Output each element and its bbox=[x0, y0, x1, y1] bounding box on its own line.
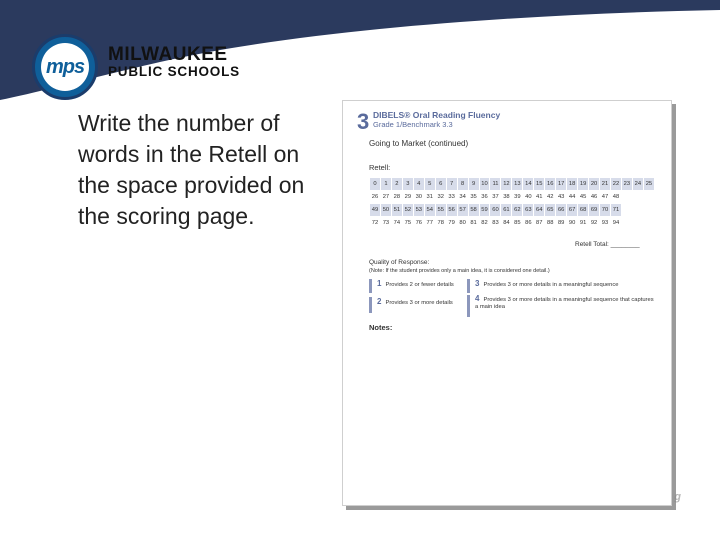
grid-cell: 61 bbox=[501, 204, 512, 217]
grid-row bbox=[370, 204, 655, 217]
grid-cell: 90 bbox=[567, 217, 578, 230]
quality-label: Quality of Response: bbox=[369, 259, 430, 266]
retell-label: Retell: bbox=[369, 163, 391, 172]
notes-label: Notes: bbox=[369, 323, 393, 332]
option-number: 4 bbox=[475, 294, 480, 303]
grid-cell: 77 bbox=[424, 217, 435, 230]
grid-cell: 31 bbox=[424, 191, 435, 204]
retell-total: Retell Total: ________ bbox=[575, 241, 640, 248]
grid-cell: 56 bbox=[446, 204, 457, 217]
grid-cell: 55 bbox=[435, 204, 446, 217]
grid-cell: 36 bbox=[479, 191, 490, 204]
grid-cell: 25 bbox=[643, 178, 654, 191]
grid-row bbox=[370, 191, 655, 204]
grid-cell: 0 bbox=[370, 178, 381, 191]
option-text: Provides 2 or fewer details bbox=[385, 282, 454, 288]
grid-cell: 92 bbox=[589, 217, 600, 230]
quality-note: (Note: If the student provides only a main idea, it is considered one detail.) bbox=[369, 268, 550, 274]
grid-cell: 37 bbox=[490, 191, 501, 204]
grid-cell: 17 bbox=[556, 178, 567, 191]
grid-cell: 60 bbox=[490, 204, 501, 217]
grid-cell: 4 bbox=[413, 178, 424, 191]
grid-cell: 69 bbox=[589, 204, 600, 217]
grid-cell: 58 bbox=[468, 204, 479, 217]
option-text: Provides 3 or more details bbox=[385, 300, 453, 306]
grid-cell: 14 bbox=[523, 178, 534, 191]
grid-cell: 34 bbox=[457, 191, 468, 204]
grid-cell: 20 bbox=[589, 178, 600, 191]
grid-cell: 12 bbox=[501, 178, 512, 191]
grid-cell: 45 bbox=[578, 191, 589, 204]
grid-cell: 74 bbox=[391, 217, 402, 230]
grid-cell: 1 bbox=[380, 178, 391, 191]
grid-cell: 88 bbox=[545, 217, 556, 230]
grid-cell: 67 bbox=[567, 204, 578, 217]
grid-cell: 93 bbox=[600, 217, 611, 230]
grid-cell: 65 bbox=[545, 204, 556, 217]
grid-row bbox=[370, 217, 655, 230]
grid-cell: 22 bbox=[610, 178, 621, 191]
grid-cell: 63 bbox=[523, 204, 534, 217]
grid-cell: 46 bbox=[589, 191, 600, 204]
grid-cell: 89 bbox=[556, 217, 567, 230]
option-number: 3 bbox=[475, 279, 480, 288]
grid-cell: 53 bbox=[413, 204, 424, 217]
grid-cell: 71 bbox=[610, 204, 621, 217]
grid-cell: 83 bbox=[490, 217, 501, 230]
grid-cell: 52 bbox=[402, 204, 413, 217]
grid-cell: 15 bbox=[534, 178, 545, 191]
grid-cell: 23 bbox=[621, 178, 632, 191]
grid-cell: 38 bbox=[501, 191, 512, 204]
option-text: Provides 3 or more details in a meaningful sequence that captures a main idea bbox=[475, 297, 654, 310]
grid-cell: 81 bbox=[468, 217, 479, 230]
grid-cell: 10 bbox=[479, 178, 490, 191]
grid-cell: 5 bbox=[424, 178, 435, 191]
scoring-page-image bbox=[342, 100, 681, 506]
grid-cell: 47 bbox=[600, 191, 611, 204]
grid-cell: 54 bbox=[424, 204, 435, 217]
grid-cell: 26 bbox=[370, 191, 381, 204]
option-number: 2 bbox=[377, 297, 382, 306]
mps-logo bbox=[32, 34, 98, 100]
grid-cell: 43 bbox=[556, 191, 567, 204]
instruction-text: Write the number of words in the Retell on the space provided on the scoring page. bbox=[78, 110, 305, 229]
grid-cell: 13 bbox=[512, 178, 523, 191]
grid-cell: 16 bbox=[545, 178, 556, 191]
grid-cell: 49 bbox=[370, 204, 381, 217]
org-name-line2: PUBLIC SCHOOLS bbox=[108, 64, 240, 79]
grid-cell: 48 bbox=[610, 191, 621, 204]
grid-cell: 66 bbox=[556, 204, 567, 217]
grid-row bbox=[370, 178, 655, 191]
page-number: 3 bbox=[357, 109, 370, 134]
grid-cell: 19 bbox=[578, 178, 589, 191]
grid-cell: 79 bbox=[446, 217, 457, 230]
grid-cell: 42 bbox=[545, 191, 556, 204]
grid-cell: 78 bbox=[435, 217, 446, 230]
grid-cell: 7 bbox=[446, 178, 457, 191]
grid-cell: 84 bbox=[501, 217, 512, 230]
grid-cell: 28 bbox=[391, 191, 402, 204]
story-title: Going to Market (continued) bbox=[369, 139, 469, 148]
grid-cell: 82 bbox=[479, 217, 490, 230]
grid-cell: 51 bbox=[391, 204, 402, 217]
grid-cell: 87 bbox=[534, 217, 545, 230]
grid-cell: 72 bbox=[370, 217, 381, 230]
grid-cell: 2 bbox=[391, 178, 402, 191]
grid-cell: 9 bbox=[468, 178, 479, 191]
page-title: DIBELS® Oral Reading Fluency bbox=[373, 110, 501, 120]
grid-cell: 94 bbox=[610, 217, 621, 230]
grid-cell: 6 bbox=[435, 178, 446, 191]
quality-option-4 bbox=[467, 295, 657, 317]
logo-text: mps bbox=[45, 55, 85, 78]
grid-cell: 64 bbox=[534, 204, 545, 217]
quality-option-1 bbox=[369, 279, 461, 293]
grid-cell: 50 bbox=[380, 204, 391, 217]
grid-cell: 57 bbox=[457, 204, 468, 217]
grid-cell: 68 bbox=[578, 204, 589, 217]
grid-cell: 29 bbox=[402, 191, 413, 204]
grid-cell: 80 bbox=[457, 217, 468, 230]
grid-cell: 18 bbox=[567, 178, 578, 191]
grid-cell: 91 bbox=[578, 217, 589, 230]
grid-cell: 35 bbox=[468, 191, 479, 204]
grid-cell: 70 bbox=[600, 204, 611, 217]
grid-cell: 86 bbox=[523, 217, 534, 230]
grid-cell: 8 bbox=[457, 178, 468, 191]
option-number: 1 bbox=[377, 279, 382, 288]
page-subtitle: Grade 1/Benchmark 3.3 bbox=[373, 120, 453, 129]
grid-cell: 59 bbox=[479, 204, 490, 217]
footer-watermark: g bbox=[674, 491, 681, 503]
grid-cell: 44 bbox=[567, 191, 578, 204]
grid-cell: 32 bbox=[435, 191, 446, 204]
grid-cell: 3 bbox=[402, 178, 413, 191]
grid-cell: 11 bbox=[490, 178, 501, 191]
grid-cell: 62 bbox=[512, 204, 523, 217]
grid-cell: 85 bbox=[512, 217, 523, 230]
grid-cell: 73 bbox=[380, 217, 391, 230]
grid-cell: 76 bbox=[413, 217, 424, 230]
grid-cell: 41 bbox=[534, 191, 545, 204]
quality-option-3 bbox=[467, 279, 657, 293]
grid-cell: 27 bbox=[380, 191, 391, 204]
grid-cell: 30 bbox=[413, 191, 424, 204]
grid-cell: 21 bbox=[600, 178, 611, 191]
retell-word-grid bbox=[369, 177, 655, 230]
grid-cell: 39 bbox=[512, 191, 523, 204]
org-name-line1: MILWAUKEE bbox=[108, 44, 228, 65]
grid-cell: 40 bbox=[523, 191, 534, 204]
grid-cell: 24 bbox=[632, 178, 643, 191]
grid-cell: 75 bbox=[402, 217, 413, 230]
quality-option-2 bbox=[369, 297, 461, 313]
grid-cell: 33 bbox=[446, 191, 457, 204]
option-text: Provides 3 or more details in a meaningful sequence bbox=[483, 282, 619, 288]
